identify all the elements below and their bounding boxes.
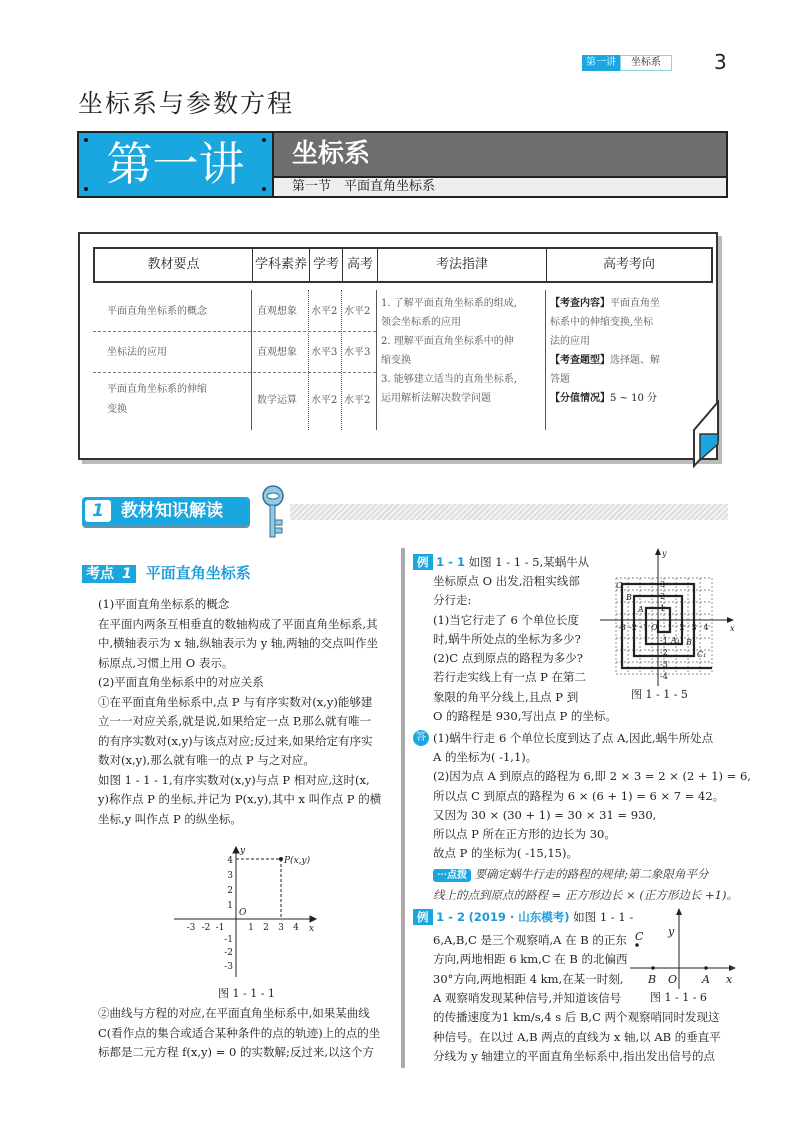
figure-caption: 图 1 - 1 - 6 <box>650 991 707 1004</box>
text-line: 所以点 C 到原点的路程为 6 × (6 + 1) = 6 × 7 = 42。 <box>433 788 725 803</box>
trend-label: 【考查题型】 <box>550 355 610 366</box>
text-line: 坐标原点 O 出发,沿粗实线部 <box>433 574 580 588</box>
text-line: 所以点 P 所在正方形的边长为 30。 <box>433 827 616 841</box>
rivet-icon <box>84 138 88 142</box>
kaodian-header <box>82 562 251 583</box>
axis-label: x <box>726 973 733 986</box>
table-cell: 水平2 <box>344 395 371 406</box>
text-line: 标原点,习惯上用 O 表示。 <box>98 655 234 670</box>
tick-label: 1 <box>660 604 666 613</box>
text-line: 分线为 y 轴建立的平面直角坐标系中,指出发出信号的点 <box>433 1048 715 1063</box>
arrow-icon <box>310 916 316 922</box>
col-header: 考法指津 <box>378 249 547 281</box>
section-header <box>82 497 250 525</box>
text-line: ①在平面直角坐标系中,点 P 与有序实数对(x,y)能够建 <box>98 694 373 709</box>
point-c <box>635 943 639 947</box>
axis-label: x <box>309 924 315 934</box>
divider <box>545 290 546 430</box>
table-cell: 水平2 <box>311 395 338 406</box>
rivet-icon <box>84 187 88 191</box>
tick-label: -2 <box>224 948 233 958</box>
axis-label: y <box>662 549 667 558</box>
tick-label: 2 <box>660 592 666 601</box>
trend-text: 选择题、解 <box>610 355 660 366</box>
text-line: (2)C 点到原点的路程为多少? <box>433 651 583 665</box>
trend-text: 答题 <box>550 374 570 385</box>
tick-label: 2 <box>227 886 233 896</box>
arrow-icon <box>676 908 682 915</box>
text-line: 又因为 30 × (30 + 1) = 30 × 31 = 930, <box>433 807 657 822</box>
tip-text: 要确定蜗牛行走的路程的规律;第二象限角平分 <box>474 867 709 881</box>
text-line: A 的坐标为( -1,1)。 <box>433 750 538 765</box>
tip-badge <box>433 869 471 882</box>
kaodian-badge: 考点 <box>82 565 118 583</box>
trend-label: 【分值情况】 <box>550 393 610 404</box>
table-cell: 水平3 <box>311 347 338 358</box>
section-title: 教材知识解读 <box>121 501 223 521</box>
arrow-icon <box>729 965 736 971</box>
text-line: ②曲线与方程的对应,在平面直角坐标系中,如果某曲线 <box>98 1006 370 1020</box>
text-line: (1)平面直角坐标系的概念 <box>98 597 230 611</box>
tick-label: -1 <box>660 636 668 645</box>
tick-label: 3 <box>278 923 284 933</box>
text-line: 中,横轴表示为 x 轴,纵轴表示为 y 轴,两轴的交点叫作坐 <box>98 636 379 650</box>
lecture-banner <box>77 131 728 198</box>
rivet-icon <box>262 138 266 142</box>
text-line: 30°方向,两地相距 4 km,在某一时刻, <box>433 971 624 986</box>
table-cell: 数学运算 <box>257 395 297 406</box>
tick-label: -1 <box>640 623 648 632</box>
section-number: 1 <box>85 500 111 522</box>
axis-label: y <box>240 846 246 856</box>
point-b <box>651 966 655 970</box>
text-line: 的有序实数对(x,y)与该点对应;反过来,如果给定有序实 <box>98 733 373 748</box>
guide-line: 领会坐标系的应用 <box>381 317 461 328</box>
page-number: 3 <box>714 50 727 74</box>
trend-label: 【考查内容】 <box>550 298 610 309</box>
table-cell: 坐标法的应用 <box>107 347 167 358</box>
topic-tag: 坐标系 <box>620 55 672 71</box>
tick-label: -3 <box>186 923 196 933</box>
tick-label: -3 <box>660 660 668 669</box>
figure-caption: 图 1 - 1 - 1 <box>218 987 275 1000</box>
text-line: (2)平面直角坐标系中的对应关系 <box>98 675 264 689</box>
column-divider <box>401 548 405 1068</box>
kaodian-title: 平面直角坐标系 <box>145 564 251 582</box>
point-label: P(x,y) <box>284 856 311 866</box>
tick-label: -1 <box>215 923 225 933</box>
tick-label: 2 <box>679 623 685 632</box>
col-header: 教材要点 <box>95 249 253 281</box>
tick-label: 4 <box>703 623 709 632</box>
table-cell: 变换 <box>107 404 127 415</box>
figure-caption: 图 1 - 1 - 5 <box>631 688 688 701</box>
tip-text: 线上的点到原点的路程 = 正方形边长 × (正方形边长 +1)。 <box>433 888 738 902</box>
folded-corner-icon <box>690 400 730 470</box>
arrow-icon <box>655 548 661 555</box>
chapter-tag: 第一讲 <box>582 55 620 71</box>
guide-line: 3. 能够建立适当的直角坐标系, <box>381 374 517 385</box>
point-label: C <box>635 930 644 943</box>
tick-label: 4 <box>227 856 233 866</box>
origin-label: O <box>651 623 658 632</box>
divider <box>376 290 377 430</box>
text-line: A 观察哨发现某种信号,并知道该信号 <box>433 990 622 1005</box>
text-line: (2)因为点 A 到原点的路程为 6,即 2 × 3 = 2 × (2 + 1) = 6, <box>433 769 751 784</box>
axis-label: y <box>668 925 675 938</box>
text-line: 的传播速度为1 km/s,4 s 后 B,C 两个观察哨同时发现这 <box>433 1010 720 1025</box>
trend-text: 法的应用 <box>550 336 590 347</box>
example-text: 如图 1 - 1 - <box>573 910 634 924</box>
tick-label: 1 <box>248 923 254 933</box>
tick-label: 1 <box>667 623 673 632</box>
trend-text: 5 ~ 10 分 <box>610 393 658 404</box>
point-label: C <box>616 581 623 590</box>
figure-1-1-6 <box>628 905 738 990</box>
point-p <box>279 857 283 861</box>
point-label: B <box>626 593 632 602</box>
guide-line: 2. 理解平面直角坐标系中的伸 <box>381 336 514 347</box>
lecture-title: 坐标系 <box>274 133 726 176</box>
text-line: (1)当它行走了 6 个单位长度 <box>433 612 579 627</box>
text-line: 故点 P 的坐标为( -15,15)。 <box>433 846 578 861</box>
text-line: 在平面内两条互相垂直的数轴构成了平面直角坐标系,其 <box>98 616 378 631</box>
col-header: 学考 <box>310 249 343 281</box>
tick-label: 3 <box>660 580 666 589</box>
example-number: 1 - 2 <box>436 910 465 924</box>
text-line: 象限的角平分线上,且点 P 到 <box>433 689 579 704</box>
guide-line: 运用解析法解决数学问题 <box>381 393 491 404</box>
text-line: C(看作点的集合或适合某种条件的点的轨迹)上的点的坐 <box>98 1025 381 1040</box>
section-title: 第一节 平面直角坐标系 <box>274 178 726 196</box>
example-text: 如图 1 - 1 - 5,某蜗牛从 <box>468 555 590 569</box>
arrow-icon <box>233 847 239 853</box>
divider <box>308 290 309 430</box>
tick-label: -2 <box>629 623 637 632</box>
tick-label: 3 <box>227 871 233 881</box>
point-a <box>704 966 708 970</box>
key-icon <box>256 484 290 540</box>
text-line: 数对(x,y),那么就有唯一的点 P 与之对应。 <box>98 753 315 767</box>
text-line: (1)蜗牛行走 6 个单位长度到达了点 A,因此,蜗牛所处点 <box>433 731 714 745</box>
table-cell: 直观想象 <box>257 306 297 317</box>
text-line: 如图 1 - 1 - 1,有序实数对(x,y)与点 P 相对应,这时(x, <box>98 772 370 787</box>
guide-line: 缩变换 <box>381 355 411 366</box>
table-cell: 水平2 <box>344 306 371 317</box>
table-cell: 水平3 <box>344 347 371 358</box>
tip <box>433 865 709 885</box>
text-line: 6,A,B,C 是三个观察哨,A 在 B 的正东 <box>433 933 627 947</box>
tick-label: -2 <box>660 648 668 657</box>
text-line: y)称作点 P 的坐标,并记为 P(x,y),其中 x 叫作点 P 的横 <box>98 792 382 806</box>
point-label: A <box>638 605 644 614</box>
col-header: 高考考向 <box>602 257 655 272</box>
divider <box>93 372 376 373</box>
speech-bubble-icon: ⋯ <box>437 870 447 881</box>
table-cell: 水平2 <box>311 306 338 317</box>
tick-label: -1 <box>224 935 233 945</box>
lecture-label: 第一讲 <box>79 133 272 196</box>
tick-label: 1 <box>227 901 233 911</box>
col-header: 高考 <box>343 249 378 281</box>
figure-1-1-1 <box>170 845 320 980</box>
example-number: 1 - 1 <box>436 555 465 569</box>
divider <box>341 290 342 430</box>
text-line: 时,蜗牛所处点的坐标为多少? <box>433 631 581 646</box>
tick-label: 3 <box>691 623 697 632</box>
text-line: 坐标,y 叫作点 P 的纵坐标。 <box>98 811 242 826</box>
kaodian-number: 1 <box>118 565 136 583</box>
figure-1-1-5 <box>600 548 740 688</box>
point-label: A <box>702 973 710 986</box>
trend-text: 标系中的伸缩变换,坐标 <box>550 317 654 328</box>
arrow-icon <box>727 617 734 623</box>
section-stripe <box>290 504 728 520</box>
table-cell: 平面直角坐标系的伸缩 <box>107 384 207 395</box>
tick-label: 4 <box>293 923 299 933</box>
answer-badge: 答 <box>413 730 429 746</box>
tip-label: 点拨 <box>447 870 467 881</box>
tick-label: -3 <box>224 962 233 972</box>
origin-label: O <box>668 973 678 986</box>
text-line: 方向,两地相距 6 km,C 在 B 的北偏西 <box>433 952 628 967</box>
text-line: 种信号。在以过 A,B 两点的直线为 x 轴,以 AB 的垂直平 <box>433 1029 721 1044</box>
guide-line: 1. 了解平面直角坐标系的组成, <box>381 298 517 309</box>
example-source: (2019 · 山东模考) <box>468 910 570 924</box>
table-cell: 平面直角坐标系的概念 <box>107 306 207 317</box>
point-label: B₁ <box>686 638 696 647</box>
tick-label: 2 <box>263 923 269 933</box>
point-label: C₁ <box>697 650 707 659</box>
text-line: O 的路程是 930,写出点 P 的坐标。 <box>433 708 617 723</box>
tick-label: -4 <box>660 672 668 681</box>
divider <box>93 331 376 332</box>
table-cell: 直观想象 <box>257 347 297 358</box>
example-badge: 例 <box>413 909 433 925</box>
example-badge: 例 <box>413 554 433 570</box>
trend-text: 平面直角坐 <box>610 298 660 309</box>
example-1-2-header <box>413 908 633 926</box>
tick-label: -2 <box>201 923 211 933</box>
example-1-1-header <box>413 553 589 571</box>
text-line: 分行走: <box>433 593 472 608</box>
text-line: 立一一对应关系,就是说,如果给定一点 P,那么就有唯一 <box>98 714 372 728</box>
tick-label: -3 <box>618 623 626 632</box>
divider <box>251 290 252 430</box>
point-label: A₁ <box>671 636 680 645</box>
point-label: B <box>648 973 657 986</box>
table-header <box>93 247 713 283</box>
book-title: 坐标系与参数方程 <box>78 89 295 118</box>
col-header: 学科素养 <box>253 249 310 281</box>
axis-label: x <box>730 624 735 633</box>
text-line: 标都是二元方程 f(x,y) = 0 的实数解;反过来,以这个方 <box>98 1045 374 1059</box>
rivet-icon <box>262 187 266 191</box>
origin-label: O <box>239 908 247 918</box>
text-line: 若行走实线上有一点 P 在第二 <box>433 670 587 685</box>
